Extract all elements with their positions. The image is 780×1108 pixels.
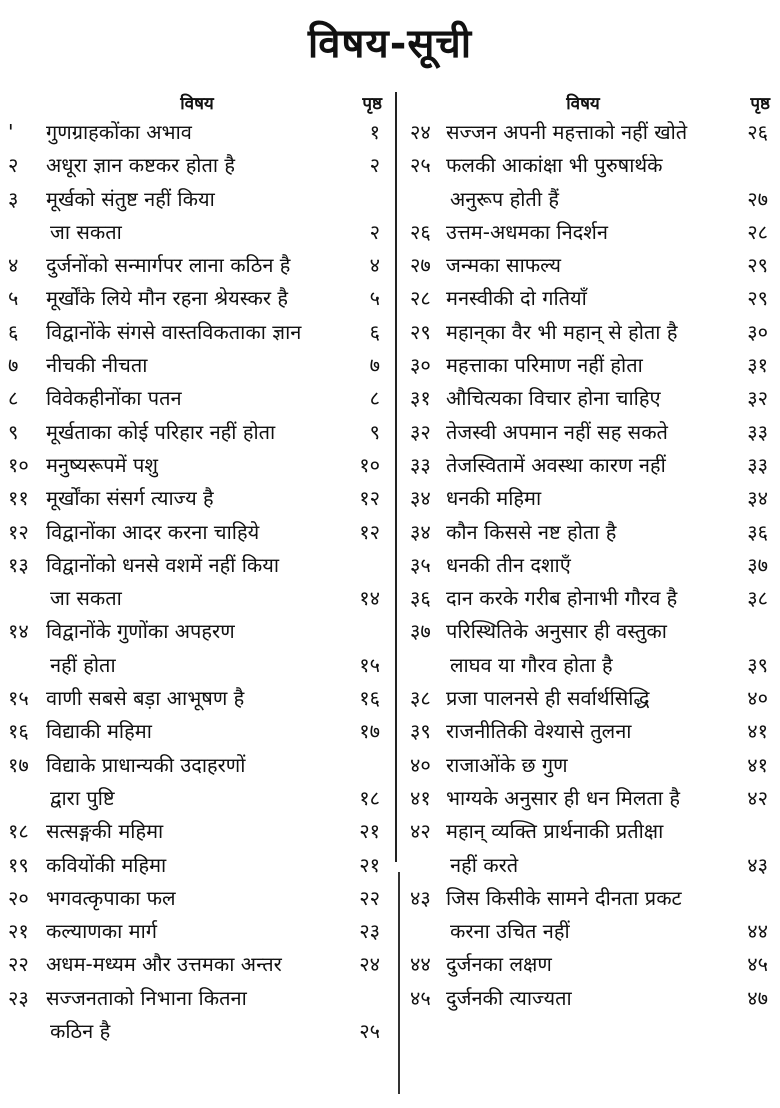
page-number: २७ [747, 186, 768, 211]
chapter-number: ८ [8, 386, 19, 411]
chapter-title [446, 249, 728, 282]
toc-entries [404, 116, 780, 1015]
chapter-number: २० [8, 885, 29, 910]
chapter-title [46, 815, 340, 848]
page-number: १४ [359, 586, 380, 611]
toc-entry [0, 715, 388, 748]
chapter-number: ३६ [410, 586, 431, 611]
chapter-number: ११ [8, 486, 29, 511]
chapter-title-line: मूर्खको संतुष्ट नहीं किया [46, 186, 215, 211]
page-number: ४ [369, 253, 380, 278]
toc-entry [0, 915, 388, 948]
chapter-title [446, 782, 728, 815]
toc-entry [0, 149, 388, 182]
toc-entry [404, 948, 780, 981]
toc-entries [0, 116, 388, 1048]
chapter-title-line: कल्याणका मार्ग [46, 919, 158, 944]
chapter-title [46, 116, 340, 149]
toc-entry [404, 382, 780, 415]
chapter-title-line: विद्वानोंके संगसे वास्तविकताका ज्ञान [46, 319, 302, 344]
page-number: १० [359, 452, 380, 477]
chapter-number: २१ [8, 919, 29, 944]
page-number: ३४ [747, 486, 768, 511]
chapter-title-line: सत्सङ्गकी महिमा [46, 819, 164, 844]
chapter-title-line: राजनीतिकी वेश्यासे तुलना [446, 719, 632, 744]
page-header: पृष्ठ [750, 93, 770, 114]
chapter-title [446, 749, 728, 782]
chapter-title [46, 682, 340, 715]
page-number: २ [369, 153, 380, 178]
chapter-title-line: भगवत्कृपाका फल [46, 885, 176, 910]
chapter-title-line: विद्वानोंके गुणोंका अपहरण [46, 619, 235, 644]
chapter-number: १५ [8, 686, 29, 711]
chapter-title [46, 615, 340, 682]
chapter-title [46, 882, 340, 915]
chapter-title-line: धनकी तीन दशाएँ [446, 552, 571, 577]
chapter-title-line: कौन किससे नष्ट होता है [446, 519, 617, 544]
chapter-title [46, 282, 340, 315]
toc-entry [404, 516, 780, 549]
toc-entry [0, 849, 388, 882]
chapter-number: २७ [410, 253, 431, 278]
chapter-title-continuation: जा सकता [50, 586, 122, 611]
page-number: ४१ [747, 719, 768, 744]
toc-entry [404, 782, 780, 815]
chapter-number: ३४ [410, 519, 431, 544]
chapter-title [46, 416, 340, 449]
chapter-title-line: विवेकहीनोंका पतन [46, 386, 182, 411]
page-number: १७ [359, 719, 380, 744]
chapter-title [46, 449, 340, 482]
chapter-number: ४४ [410, 952, 431, 977]
chapter-title [446, 815, 728, 882]
chapter-number: १४ [8, 619, 29, 644]
page-number: १५ [359, 652, 380, 677]
chapter-title-continuation: कठिन है [50, 1019, 111, 1044]
chapter-title [46, 982, 340, 1049]
chapter-number: १० [8, 452, 29, 477]
toc-entry [404, 282, 780, 315]
toc-entry [0, 482, 388, 515]
toc-entry [404, 116, 780, 149]
page-number: ७ [369, 353, 380, 378]
chapter-title-line: गुणग्राहकोंका अभाव [46, 120, 192, 144]
page-number: २२ [359, 885, 380, 910]
page-number: २९ [747, 253, 768, 278]
chapter-number: ३ [8, 186, 19, 211]
page-number: १२ [359, 519, 380, 544]
column-divider [395, 92, 397, 862]
topic-header: विषय [180, 93, 214, 114]
column-header [0, 88, 388, 116]
chapter-title [446, 116, 728, 149]
page-number: ४४ [747, 919, 768, 944]
chapter-number: ३१ [410, 386, 431, 411]
chapter-number: ३४ [410, 486, 431, 511]
toc-entry [0, 116, 388, 149]
page-number: ३२ [747, 386, 768, 411]
page-number: २३ [359, 919, 380, 944]
toc-entry [0, 615, 388, 682]
page-number: ३८ [747, 586, 768, 611]
chapter-title-line: राजाओंके छ गुण [446, 752, 568, 777]
chapter-title-line: परिस्थितिके अनुसार ही वस्तुका [446, 619, 667, 644]
toc-entry [0, 948, 388, 981]
chapter-number: ४२ [410, 819, 431, 844]
chapter-title [46, 516, 340, 549]
chapter-title-line: दुर्जनकी त्याज्यता [446, 985, 572, 1010]
chapter-title-line: सज्जनताको निभाना कितना [46, 985, 247, 1010]
toc-entry [404, 349, 780, 382]
chapter-title [446, 516, 728, 549]
chapter-title-line: भाग्यके अनुसार ही धन मिलता है [446, 785, 680, 810]
page-number: ३३ [747, 452, 768, 477]
chapter-number: १२ [8, 519, 29, 544]
chapter-title [46, 749, 340, 816]
toc-entry [404, 482, 780, 515]
chapter-title-line: मूर्खोंका संसर्ग त्याज्य है [46, 486, 214, 511]
page-number: ८ [369, 386, 380, 411]
chapter-title-line: महत्ताका परिमाण नहीं होता [446, 353, 643, 378]
toc-entry [404, 882, 780, 949]
chapter-title [46, 249, 340, 282]
page-number: १ [369, 120, 380, 144]
toc-entry [0, 549, 388, 616]
chapter-title-continuation: नहीं होता [50, 652, 116, 677]
toc-entry [404, 149, 780, 216]
chapter-number: २३ [8, 985, 29, 1010]
chapter-number: ९ [8, 419, 19, 444]
chapter-title [446, 449, 728, 482]
chapter-number: ४३ [410, 885, 431, 910]
toc-entry [0, 749, 388, 816]
toc-entry [0, 282, 388, 315]
chapter-number: ४ [8, 253, 19, 278]
page-number: ३१ [747, 353, 768, 378]
topic-header: विषय [566, 93, 600, 114]
chapter-title [46, 849, 340, 882]
chapter-title-line: नीचकी नीचता [46, 353, 148, 378]
chapter-title-line: महान् व्यक्ति प्रार्थनाकी प्रतीक्षा [446, 819, 664, 844]
toc-entry [0, 382, 388, 415]
chapter-title-line: महान्‌का वैर भी महान् से होता है [446, 319, 678, 344]
column-divider-lower [398, 872, 400, 1094]
page-number: ३० [747, 319, 768, 344]
page-number: ५ [369, 286, 380, 311]
chapter-title-line: जिस किसीके सामने दीनता प्रकट [446, 885, 682, 910]
chapter-title-line: मनस्वीकी दो गतियाँ [446, 286, 587, 311]
chapter-title-line: तेजस्वितामें अवस्था कारण नहीं [446, 452, 666, 477]
page-title: विषय-सूची [307, 21, 473, 67]
chapter-title-continuation: जा सकता [50, 219, 122, 244]
chapter-title [446, 615, 728, 682]
page-number: ६ [369, 319, 380, 344]
toc-entry [0, 516, 388, 549]
chapter-number: १८ [8, 819, 29, 844]
page-number: ४० [747, 686, 768, 711]
chapter-title [46, 183, 340, 250]
page-number: २१ [359, 819, 380, 844]
chapter-number: ' [8, 120, 14, 144]
chapter-title-line: प्रजा पालनसे ही सर्वार्थसिद्धि [446, 686, 650, 711]
toc-entry [404, 682, 780, 715]
page-header: पृष्ठ [362, 93, 382, 114]
chapter-number: १७ [8, 752, 29, 777]
chapter-title [446, 682, 728, 715]
chapter-title-line: उत्तम-अधमका निदर्शन [446, 219, 608, 244]
toc-entry [404, 982, 780, 1015]
chapter-title-continuation: करना उचित नहीं [450, 919, 570, 944]
chapter-number: २२ [8, 952, 29, 977]
chapter-title [446, 882, 728, 949]
chapter-title [446, 382, 728, 415]
chapter-number: ३९ [410, 719, 431, 744]
chapter-number: १६ [8, 719, 29, 744]
chapter-title [446, 982, 728, 1015]
page-number: ३७ [747, 552, 768, 577]
toc-column-right [404, 88, 780, 1015]
chapter-number: २५ [410, 153, 431, 178]
toc-entry [404, 316, 780, 349]
chapter-title-line: दान करके गरीब होनाभी गौरव है [446, 586, 678, 611]
page-number: १२ [359, 486, 380, 511]
toc-entry [404, 449, 780, 482]
chapter-title-line: मनुष्यरूपमें पशु [46, 452, 158, 477]
chapter-number: २ [8, 153, 19, 178]
chapter-number: २९ [410, 319, 431, 344]
chapter-number: ४१ [410, 785, 431, 810]
chapter-number: ३३ [410, 452, 431, 477]
page-number: १८ [359, 785, 380, 810]
column-header [404, 88, 780, 116]
page-number: ४३ [747, 852, 768, 877]
chapter-title-continuation: अनुरूप होती हैं [450, 186, 559, 211]
page-number: २४ [359, 952, 380, 977]
chapter-title-line: विद्याकी महिमा [46, 719, 152, 744]
page-number: ३६ [747, 519, 768, 544]
toc-entry [0, 815, 388, 848]
chapter-title [46, 316, 340, 349]
chapter-number: ३२ [410, 419, 431, 444]
toc-entry [0, 416, 388, 449]
chapter-number: १३ [8, 552, 29, 577]
chapter-number: ४० [410, 752, 431, 777]
chapter-number: ३५ [410, 552, 431, 577]
chapter-title [446, 549, 728, 582]
chapter-title-line: मूर्खताका कोई परिहार नहीं होता [46, 419, 276, 444]
page-number: ४५ [747, 952, 768, 977]
chapter-title-line: दुर्जनका लक्षण [446, 952, 552, 977]
toc-entry [0, 183, 388, 250]
chapter-title [46, 915, 340, 948]
chapter-title-line: विद्वानोंको धनसे वशमें नहीं किया [46, 552, 280, 577]
chapter-number: २४ [410, 120, 431, 144]
toc-entry [0, 882, 388, 915]
page-number: ४१ [747, 752, 768, 777]
chapter-title [46, 382, 340, 415]
chapter-title-line: विद्वानोंका आदर करना चाहिये [46, 519, 260, 544]
toc-entry [0, 682, 388, 715]
chapter-title [446, 349, 728, 382]
toc-entry [404, 815, 780, 882]
chapter-title-line: वाणी सबसे बड़ा आभूषण है [46, 686, 245, 711]
page-number: २ [369, 219, 380, 244]
toc-entry [404, 416, 780, 449]
page-number: ३३ [747, 419, 768, 444]
chapter-number: २८ [410, 286, 431, 311]
chapter-number: ५ [8, 286, 19, 311]
chapter-title-line: तेजस्वी अपमान नहीं सह सकते [446, 419, 668, 444]
page-number: ९ [369, 419, 380, 444]
chapter-title [46, 549, 340, 616]
chapter-title-line: मूर्खोंके लिये मौन रहना श्रेयस्कर है [46, 286, 289, 311]
chapter-title-continuation: नहीं करते [450, 852, 519, 877]
toc-entry [0, 316, 388, 349]
page-number: ४२ [747, 785, 768, 810]
page-number: २८ [747, 219, 768, 244]
chapter-title-line: अधूरा ज्ञान कष्टकर होता है [46, 153, 236, 178]
chapter-number: ३८ [410, 686, 431, 711]
chapter-title-line: फलकी आकांक्षा भी पुरुषार्थके [446, 153, 663, 178]
page-number: २५ [359, 1019, 380, 1044]
toc-entry [404, 615, 780, 682]
chapter-title [46, 948, 340, 981]
page-number: ३९ [747, 652, 768, 677]
toc-entry [0, 449, 388, 482]
chapter-title [46, 482, 340, 515]
chapter-title-line: अधम-मध्यम और उत्तमका अन्तर [46, 952, 282, 977]
chapter-title [446, 482, 728, 515]
chapter-title [46, 149, 340, 182]
chapter-title-line: सज्जन अपनी महत्ताको नहीं खोते [446, 120, 688, 144]
chapter-title-line: औचित्यका विचार होना चाहिए [446, 386, 661, 411]
toc-entry [0, 982, 388, 1049]
chapter-title [446, 948, 728, 981]
chapter-title [446, 715, 728, 748]
chapter-number: ४५ [410, 985, 431, 1010]
chapter-title [446, 149, 728, 216]
chapter-number: ३० [410, 353, 431, 378]
chapter-title [446, 216, 728, 249]
chapter-title-line: कवियोंकी महिमा [46, 852, 167, 877]
toc-entry [404, 749, 780, 782]
toc-entry [404, 549, 780, 582]
page-number: ४७ [747, 985, 768, 1010]
chapter-title-line: विद्याके प्राधान्यकी उदाहरणों [46, 752, 246, 777]
chapter-title [46, 349, 340, 382]
chapter-number: २६ [410, 219, 431, 244]
chapter-title [446, 282, 728, 315]
chapter-title [446, 316, 728, 349]
toc-entry [404, 582, 780, 615]
chapter-title-continuation: द्वारा पुष्टि [50, 785, 115, 810]
chapter-title-line: धनकी महिमा [446, 486, 542, 511]
page-number: २१ [359, 852, 380, 877]
chapter-title [446, 582, 728, 615]
page-number: २९ [747, 286, 768, 311]
chapter-title-line: जन्मका साफल्य [446, 253, 561, 278]
page-number: २६ [747, 120, 768, 144]
chapter-number: १९ [8, 852, 29, 877]
chapter-title [46, 715, 340, 748]
toc-entry [404, 249, 780, 282]
chapter-title-continuation: लाघव या गौरव होता है [450, 652, 613, 677]
page-number: १६ [359, 686, 380, 711]
toc-entry [404, 715, 780, 748]
toc-entry [0, 349, 388, 382]
chapter-title [446, 416, 728, 449]
toc-entry [0, 249, 388, 282]
chapter-title-line: दुर्जनोंको सन्मार्गपर लाना कठिन है [46, 253, 291, 278]
toc-entry [404, 216, 780, 249]
chapter-number: ६ [8, 319, 19, 344]
chapter-number: ३७ [410, 619, 431, 644]
chapter-number: ७ [8, 353, 19, 378]
toc-column-left [0, 88, 388, 1048]
